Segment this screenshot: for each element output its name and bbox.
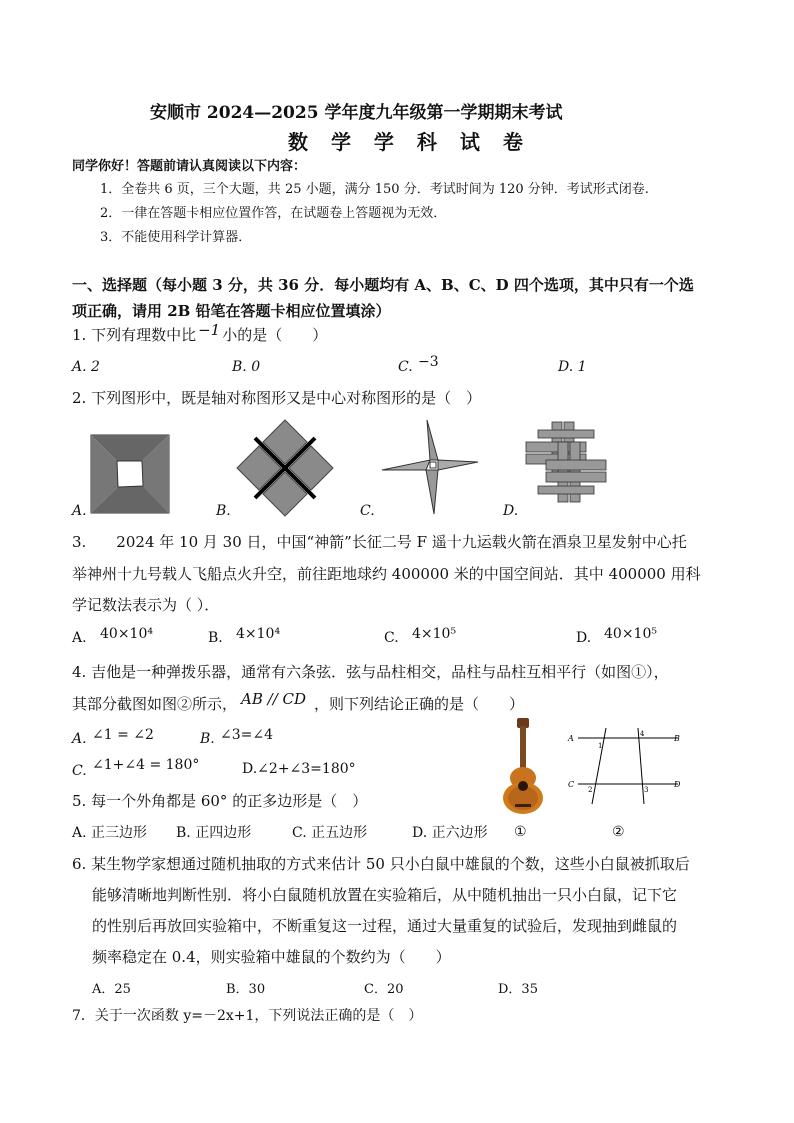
q4-option-d: D.∠2+∠3=180°	[242, 761, 356, 777]
q2-label-b: B.	[216, 503, 231, 519]
q5-stem: 5. 每一个外角都是 60° 的正多边形是（ ）	[72, 792, 368, 810]
q5-option-b: B. 正四边形	[176, 825, 252, 841]
q1-option-b: B. 0	[232, 359, 261, 375]
q4-option-b: B.	[200, 731, 215, 747]
q4-parallel-expression: AB // CD	[241, 690, 307, 708]
q1-option-c: C.	[398, 359, 413, 375]
q1-stem-text: 1. 下列有理数中比	[72, 326, 197, 344]
diagram-angle-4: 4	[640, 730, 645, 738]
q5-option-a: A. 正三边形	[72, 825, 148, 841]
q2-figure-d	[524, 420, 608, 504]
q1-stem	[72, 321, 328, 345]
q2-figure-b	[235, 418, 335, 518]
q2-figure-a	[90, 434, 170, 514]
diagram-angle-3: 3	[644, 786, 649, 794]
q5-option-d: D. 正六边形	[412, 825, 488, 841]
q6-line3: 的性别后再放回实验箱中，不断重复这一过程，通过大量重复的试验后，发现抽到雌鼠的	[92, 917, 678, 935]
q4-option-a: A.	[72, 731, 87, 747]
q4-option-a-value: ∠1 = ∠2	[92, 727, 154, 743]
q1-option-a: A. 2	[72, 359, 100, 375]
q4-guitar-image	[500, 718, 546, 816]
q2-label-d: D.	[503, 503, 519, 519]
q2-figure-c	[380, 418, 480, 518]
q3-option-c: C.	[384, 630, 399, 646]
q6-option-b: B．30	[226, 982, 266, 997]
diagram-label-a: A	[568, 734, 574, 743]
q3-option-c-value: 4×10⁵	[412, 626, 457, 642]
q4-option-c: C.	[72, 763, 87, 779]
notice-item-3: 3．不能使用科学计算器．	[100, 230, 252, 245]
q6-line2: 能够清晰地判断性别．将小白鼠随机放置在实验箱后，从中随机抽出一只小白鼠，记下它	[92, 886, 678, 904]
q1-stem-tail: 小的是（ ）	[222, 326, 328, 344]
diagram-angle-1: 1	[598, 742, 603, 750]
q2-stem: 2. 下列图形中，既是轴对称图形又是中心对称图形的是（ ）	[72, 389, 482, 407]
q3-line2: 举神州十九号载人飞船点火升空，前往距地球约 400000 米的中国空间站．其中 400000 用科	[72, 565, 701, 583]
q3-option-d-value: 40×10⁵	[604, 626, 657, 642]
section1-heading-line2: 项正确，请用 2B 铅笔在答题卡相应位置填涂）	[72, 302, 391, 320]
q3-option-b: B.	[208, 630, 223, 646]
q4-line1: 4. 吉他是一种弹拨乐器，通常有六条弦．弦与品柱相交，品柱与品柱互相平行（如图①），	[72, 663, 669, 681]
q4-figure1-label: ①	[514, 824, 527, 840]
diagram-label-d: D	[674, 780, 681, 789]
exam-subtitle: 数 学 学 科 试 卷	[288, 130, 531, 154]
q6-option-c: C．20	[364, 982, 404, 997]
q4-parallel-diagram	[564, 728, 694, 806]
q1-stem-number: −1	[198, 321, 221, 339]
q1-option-d: D. 1	[558, 359, 587, 375]
q4-line2-tail: ，则下列结论正确的是（ ）	[314, 695, 525, 713]
notice-item-1: 1．全卷共 6 页，三个大题，共 25 小题，满分 150 分．考试时间为 120 分钟．考试形式闭卷.	[100, 182, 649, 197]
q6-option-a: A．25	[92, 982, 131, 997]
diagram-angle-2: 2	[588, 786, 593, 794]
q4-line2-text: 其部分截图如图②所示，	[72, 695, 238, 713]
section1-heading-line1: 一、选择题（每小题 3 分，共 36 分．每小题均有 A、B、C、D 四个选项，其中只有一个选	[72, 276, 694, 294]
exam-title: 安顺市 2024—2025 学年度九年级第一学期期末考试	[150, 103, 563, 123]
q5-option-c: C. 正五边形	[292, 825, 368, 841]
q3-option-a-value: 40×10⁴	[100, 626, 153, 642]
q4-line2	[72, 690, 525, 714]
q3-option-b-value: 4×10⁴	[236, 626, 281, 642]
q3-line3: 学记数法表示为（ ）．	[72, 596, 220, 614]
q3-line1: 3. 2024 年 10 月 30 日，中国“神箭”长征二号 F 遥十九运载火箭在酒泉卫星发射中心托	[72, 533, 687, 551]
notice-greeting: 同学你好！答题前请认真阅读以下内容：	[72, 159, 307, 174]
q4-option-b-value: ∠3=∠4	[220, 727, 274, 743]
q4-option-c-value: ∠1+∠4 = 180°	[92, 757, 200, 773]
notice-item-2: 2．一律在答题卡相应位置作答，在试题卷上答题视为无效．	[100, 206, 447, 221]
diagram-label-b: B	[674, 734, 680, 743]
q1-option-c-value: −3	[418, 354, 439, 370]
q6-line1: 6. 某生物学家想通过随机抽取的方式来估计 50 只小白鼠中雄鼠的个数，这些小白鼠被抓取后	[72, 855, 690, 873]
q4-figure2-label: ②	[612, 824, 625, 840]
q6-line4: 频率稳定在 0.4，则实验箱中雄鼠的个数约为（ ）	[92, 948, 451, 966]
q3-option-d: D.	[576, 630, 592, 646]
q6-option-d: D．35	[498, 982, 538, 997]
q3-option-a: A.	[72, 630, 87, 646]
diagram-label-c: C	[568, 780, 575, 789]
q2-label-a: A.	[72, 503, 87, 519]
q7-stem: 7．关于一次函数 y=－2x+1，下列说法正确的是（ ）	[72, 1008, 423, 1024]
q2-label-c: C.	[360, 503, 375, 519]
